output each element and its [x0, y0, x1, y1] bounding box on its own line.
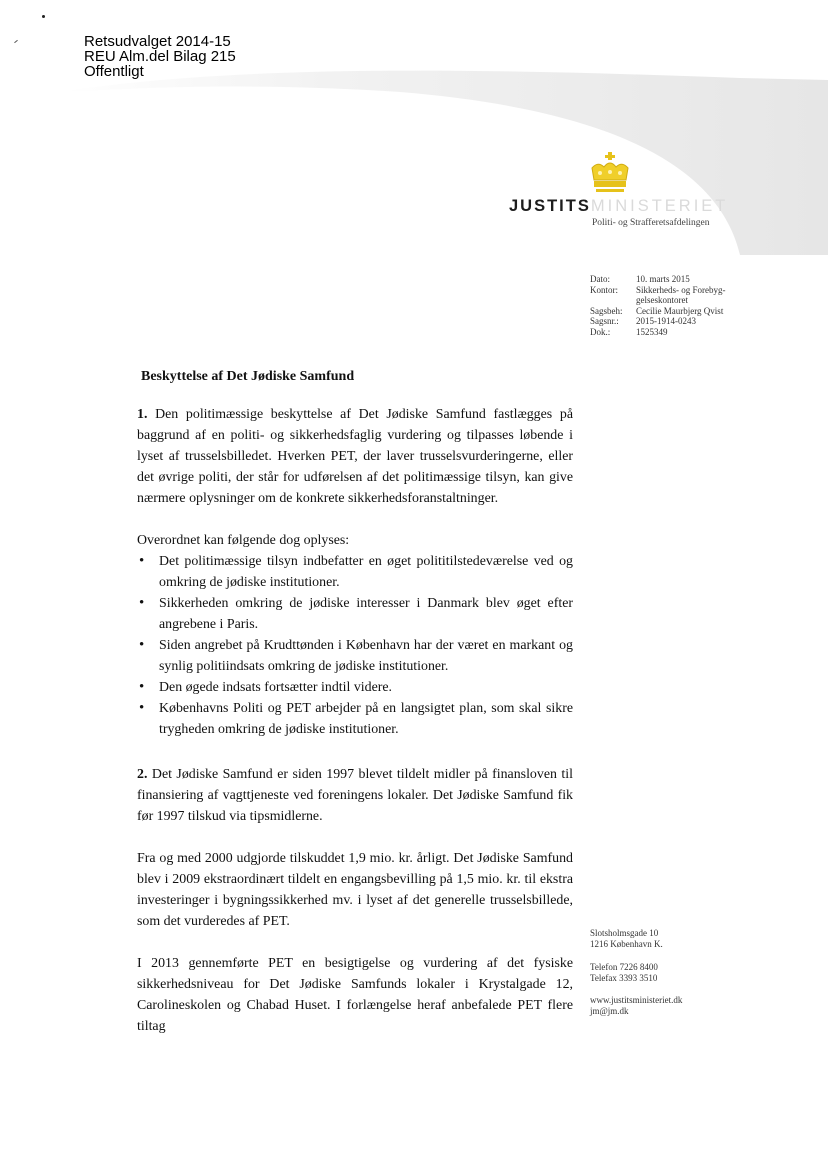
- department-name: Politi- og Strafferetsafdelingen: [592, 218, 710, 228]
- email-link[interactable]: jm@jm.dk: [590, 1006, 629, 1016]
- metadata-key: Sagsbeh:: [590, 305, 623, 316]
- metadata-key: Dok.:: [590, 326, 611, 337]
- bullet-item: • Den øgede indsats fortsætter indtil videre.: [137, 677, 573, 698]
- document-title: Beskyttelse af Det Jødiske Samfund: [141, 369, 355, 384]
- metadata-row: [590, 327, 726, 338]
- logo-bold: JUSTITS: [509, 197, 591, 215]
- paragraph-text: Det Jødiske Samfund er siden 1997 blevet tildelt midler på finansloven til finansiering af vagttjeneste ved foreningens lokaler. Det Jødiske Samfund fik før 1997 tilskud via tipsmidlerne.: [137, 767, 573, 824]
- paragraph-2: Overordnet kan følgende dog oplyses:: [137, 533, 350, 548]
- stamp-line: Offentligt: [84, 63, 144, 80]
- paragraph-1: [137, 404, 573, 509]
- paragraph-4: Fra og med 2000 udgjorde tilskuddet 1,9 mio. kr. årligt. Det Jødiske Samfund blev i 2009 ekstraordinært tildelt en engangsbevilling på 1,5 mio. kr. til ekstra investeringer i bygningssikkerhed mv. i lyset af det generelle trusselsbillede, som det vurderedes af PET.: [137, 851, 573, 929]
- metadata-row: [590, 316, 726, 327]
- metadata-value: gelseskontoret: [636, 295, 688, 306]
- address-line: Slotsholmsgade 10: [590, 928, 659, 938]
- metadata-value: 1525349: [636, 326, 668, 337]
- scan-mark: [42, 15, 45, 18]
- metadata-value: Sikkerheds- og Forebyg-: [636, 284, 726, 295]
- paragraph-text: Den politimæssige beskyttelse af Det Jødiske Samfund fastlægges på baggrund af en politi- og sikkerhedsfaglig vurdering og tilpasses løbende i lyset af trusselsbilledet. Hverken PET, der laver trusselsvurderingerne, eller det øvrige politi, der står for udførelsen af det politimæssige tilsyn, kan give nærmere oplysninger om de konkrete sikkerhedsforanstaltninger.: [137, 407, 573, 506]
- stamp-line: Retsudvalget 2014-15: [84, 33, 231, 50]
- contact-phone: [590, 962, 658, 984]
- crown-logo-icon: [588, 152, 632, 194]
- address-line: 1216 København K.: [590, 939, 663, 949]
- metadata-row: [590, 295, 726, 306]
- section-number: 1.: [137, 407, 148, 422]
- bullet-list: [137, 551, 573, 740]
- bullet-item: • Sikkerheden omkring de jødiske interesser i Danmark blev øget efter angrebene i Paris.: [137, 593, 573, 635]
- website-link[interactable]: www.justitsministeriet.dk: [590, 995, 683, 1005]
- metadata-key: [590, 295, 636, 306]
- document-stamp: [84, 34, 236, 79]
- metadata-value: 2015-1914-0243: [636, 316, 696, 327]
- contact-address: [590, 928, 663, 950]
- metadata-value: Cecilie Maurbjerg Qvist: [636, 305, 724, 316]
- contact-web: [590, 995, 682, 1017]
- metadata-value: 10. marts 2015: [636, 274, 690, 284]
- bullet-item: • Det politimæssige tilsyn indbefatter en øget polititilstedeværelse ved og omkring de jødiske institutioner.: [137, 551, 573, 593]
- metadata-key: Dato:: [590, 274, 610, 284]
- metadata-row: [590, 306, 726, 317]
- logo-light: MINISTERIET: [590, 197, 729, 215]
- metadata-key: Sagsnr.:: [590, 316, 619, 327]
- paragraph-5: I 2013 gennemførte PET en besigtigelse og vurdering af det fysiske sikkerhedsniveau for Det Jødiske Samfunds lokaler i Krystalgade 12, Carolineskolen og Chabad Huset. I forlængelse heraf anbefalede PET flere tiltag: [137, 956, 573, 1034]
- paragraph-3: [137, 764, 573, 827]
- metadata-row: [590, 285, 726, 296]
- metadata-key: Kontor:: [590, 284, 618, 295]
- phone-line: Telefon 7226 8400: [590, 962, 658, 972]
- ministry-logo-text: [509, 197, 728, 216]
- document-metadata: [590, 274, 726, 338]
- metadata-row: [590, 274, 726, 285]
- bullet-item: • Københavns Politi og PET arbejder på en langsigtet plan, som skal sikre trygheden omkring de jødiske institutioner.: [137, 698, 573, 740]
- stamp-line: REU Alm.del Bilag 215: [84, 48, 236, 65]
- fax-line: Telefax 3393 3510: [590, 973, 658, 983]
- section-number: 2.: [137, 767, 148, 782]
- bullet-item: • Siden angrebet på Krudttønden i København har der været en markant og synlig politiindsats omkring de jødiske institutioner.: [137, 635, 573, 677]
